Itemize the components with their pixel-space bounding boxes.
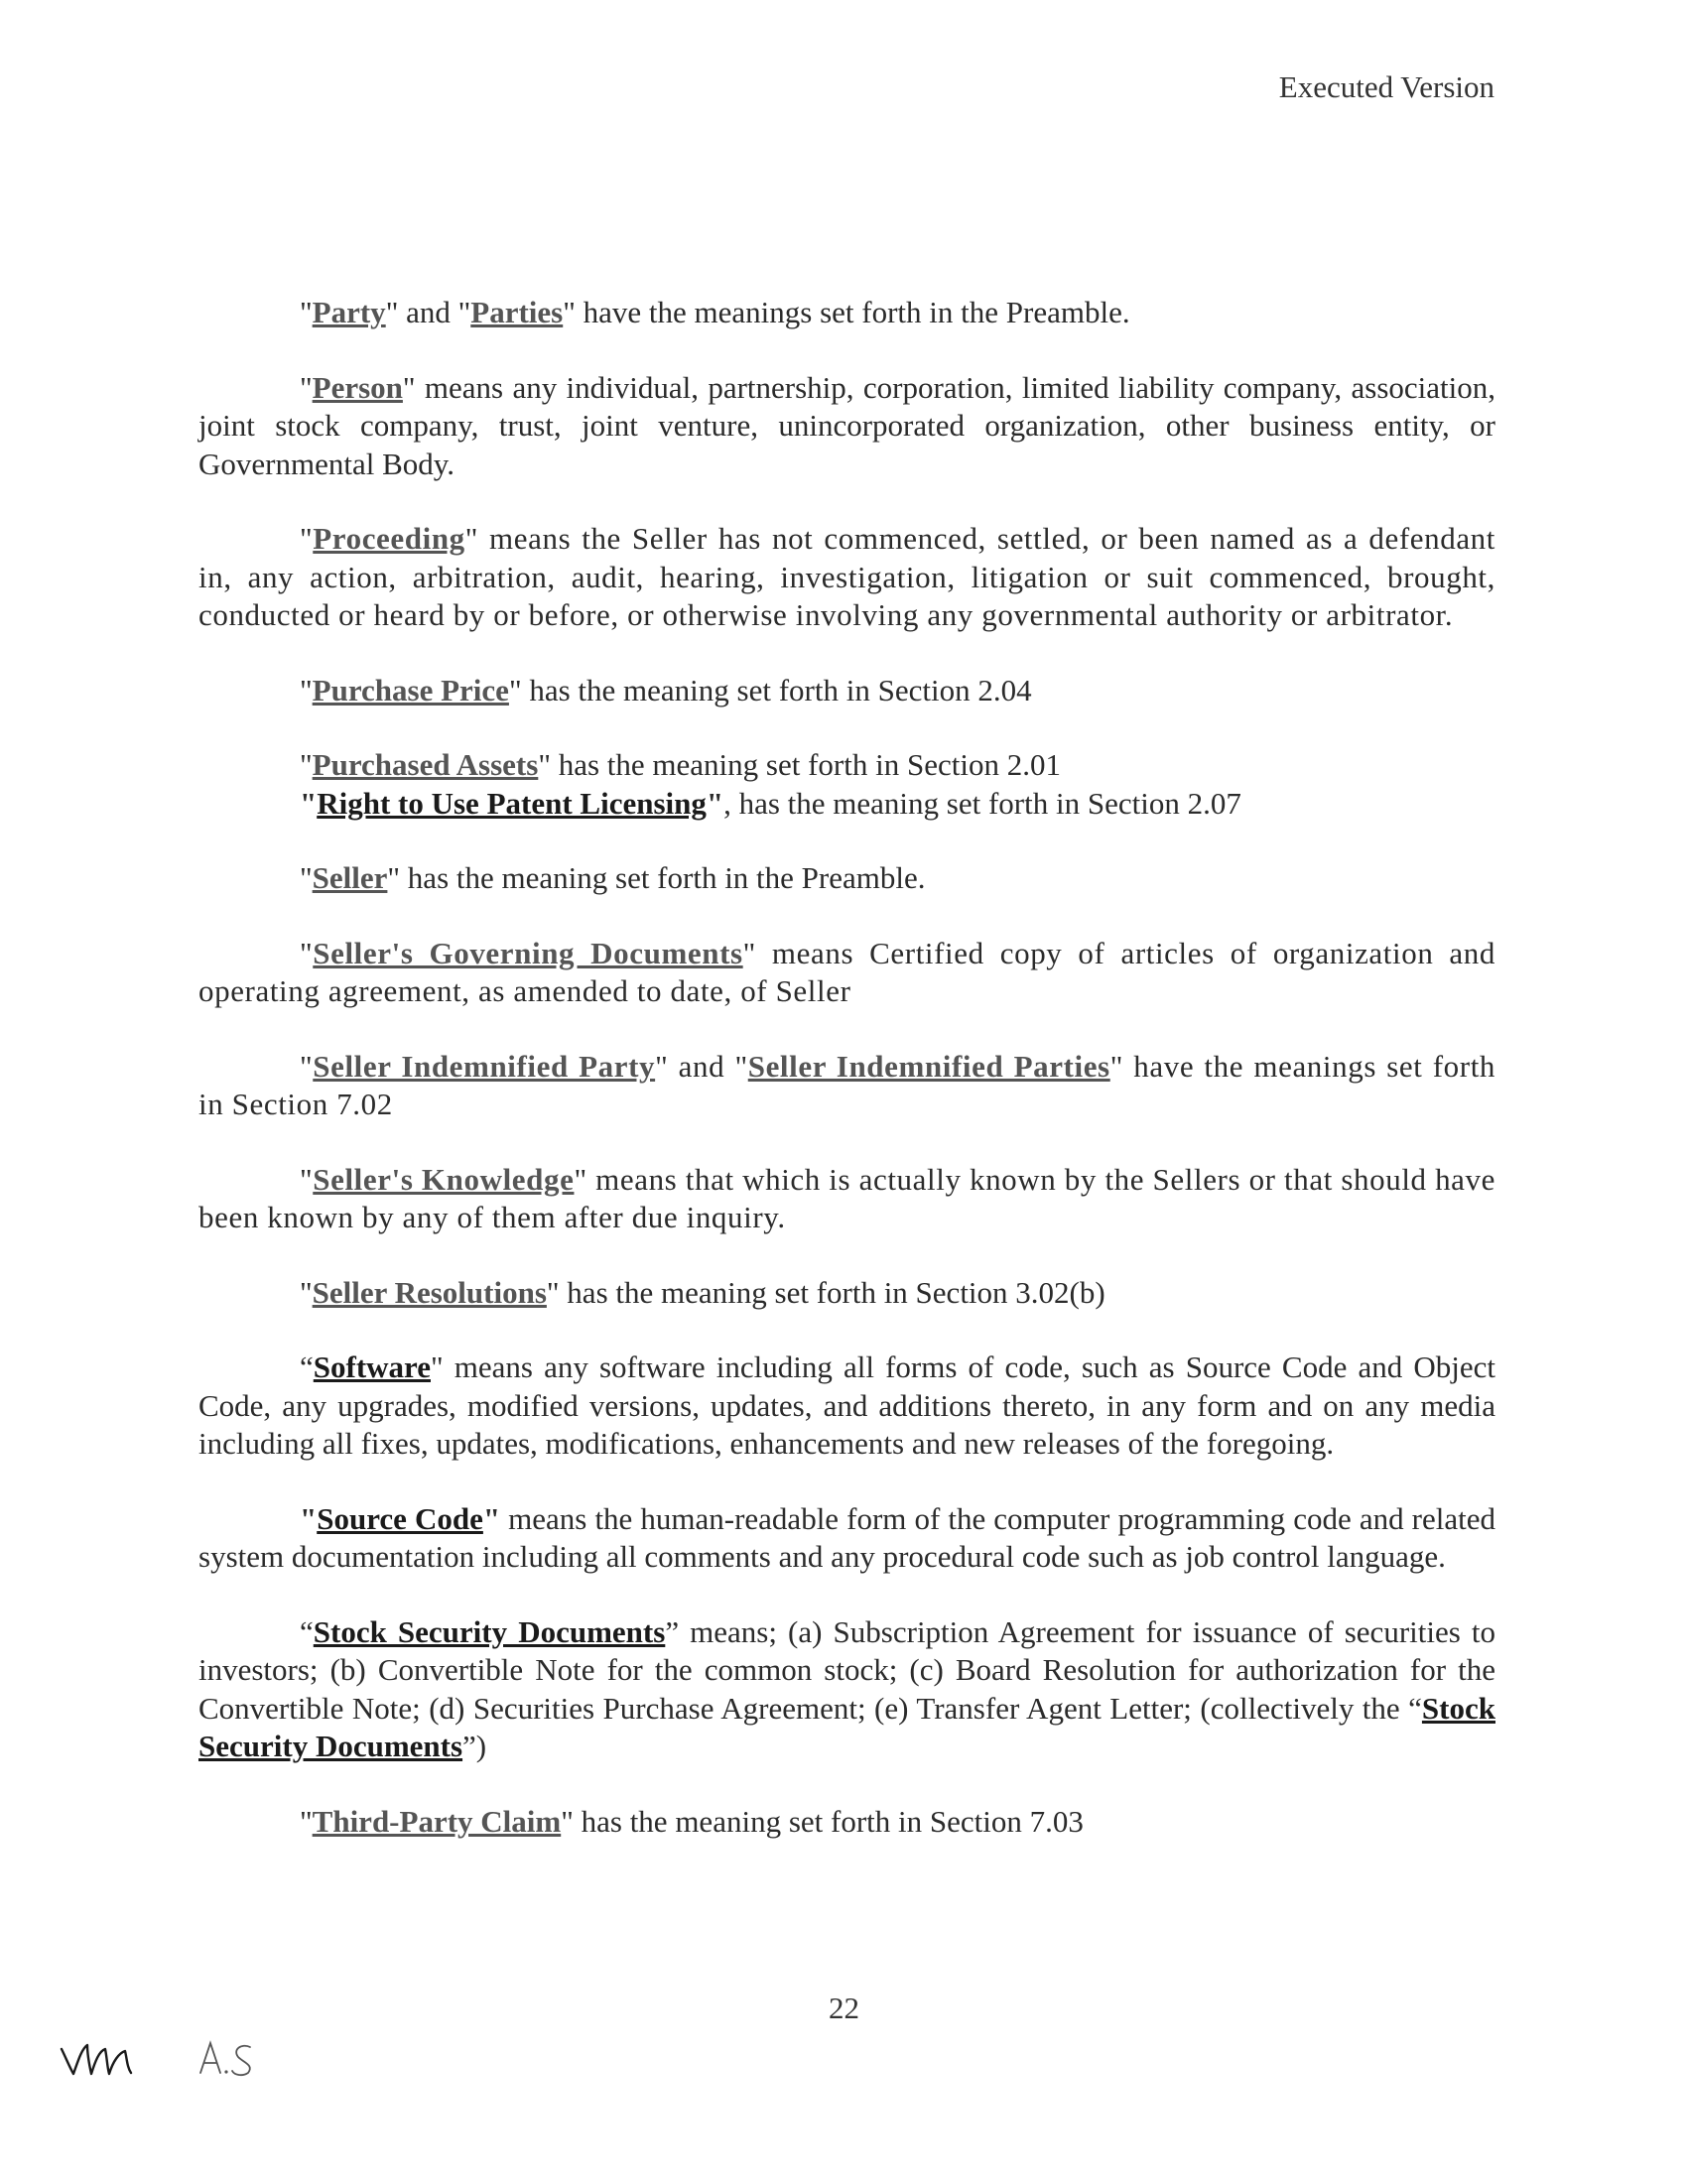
document-version-header: Executed Version [1278,69,1494,104]
definition-text: “ [300,1613,314,1649]
definitions-list [198,294,1495,1877]
defined-term: Parties [470,295,564,329]
defined-term: Software [313,1349,431,1384]
definition-text: " and " [655,1048,748,1084]
definition-text: " [706,785,724,821]
definition-text: , has the meaning set forth in Section 2.07 [723,785,1241,821]
definition-paragraph [198,369,1495,484]
definition-paragraph [198,1500,1495,1577]
definition-paragraph [198,1803,1495,1842]
defined-term: Party [312,295,386,329]
defined-term: Person [312,369,403,405]
defined-term: Seller Indemnified Party [313,1048,656,1084]
definition-text: " means any individual, partnership, corporation, limited liability company, association, joint stock company, trust, joint venture, unincorporated organization, other business entity, or Governmental Body. [198,369,1495,481]
handwritten-initials [52,2019,290,2094]
definition-text: " have the meanings set forth in the Preamble. [563,295,1130,329]
defined-term: Proceeding [313,521,465,556]
definition-text: " has the meaning set forth in Section 7.03 [561,1803,1084,1839]
definition-paragraph [198,785,1495,824]
definition-text: " [300,1161,314,1197]
definition-paragraph [198,672,1495,710]
defined-term: Purchase Price [312,672,509,707]
definition-text: " has the meaning set forth in the Preamble. [387,860,926,895]
defined-term: Seller Resolutions [312,1274,547,1310]
definition-text: " and " [385,295,471,329]
definition-text: " [482,1500,501,1536]
defined-term: Seller [312,860,388,895]
definition-text: " [300,521,314,556]
definition-text: means the human-readable form of the computer programming code and related system documentation including all comments and any procedural code such as job control language. [198,1500,1496,1574]
definition-paragraph [198,1613,1495,1766]
definition-text: " [300,1048,314,1084]
defined-term: Seller Indemnified Parties [747,1048,1110,1084]
definition-paragraph [198,1161,1495,1237]
definition-text: " means any software including all forms of code, such as Source Code and Object Code, any upgrades, modified versions, updates, and additions thereto, in any form and on any media including all fixes, updates, modifications, enhancements and new releases of the foregoing. [198,1349,1495,1461]
definition-paragraph [198,859,1495,898]
defined-term: Stock Security Documents [313,1613,666,1649]
definition-paragraph [198,1349,1495,1464]
defined-term: Source Code [317,1500,483,1536]
defined-term: Seller's Governing Documents [313,935,743,970]
definition-text: " has the meaning set forth in Section 3.02(b) [546,1274,1105,1310]
definition-text: " [300,935,314,970]
definition-text: ”) [462,1729,487,1763]
definition-text: " [300,1803,313,1839]
defined-term: Purchased Assets [312,747,539,782]
definition-paragraph [198,294,1495,332]
defined-term: Right to Use Patent Licensing [317,785,707,821]
page-number: 22 [829,1991,859,2025]
definition-text: " [300,672,313,707]
definition-text: " have the meanings set forth in Section 7.02 [198,1048,1496,1121]
defined-term: Seller's Knowledge [313,1161,575,1197]
definition-paragraph [198,935,1495,1011]
definition-text: " [300,1274,313,1310]
definition-text: " [300,369,313,405]
definition-text: " means that which is actually known by the Sellers or that should have been known by any of them after due inquiry. [198,1161,1495,1234]
definition-text: ” means; (a) Subscription Agreement for issuance of securities to investors; (b) Convertible Note for the common stock; (c) Board Resolution for authorization for the Convertible Note; (d) Securities Purchase Agreement; (e) Transfer Agent Letter; (collectively the “ [198,1613,1496,1726]
definition-text: “ [300,1349,314,1384]
definition-text: " [300,860,313,895]
definition-text: " means the Seller has not commenced, settled, or been named as a defendant in, any action, arbitration, audit, hearing, investigation, litigation or suit commenced, brought, conducted or heard by or before, or otherwise involving any governmental authority or arbitrator. [198,521,1495,632]
definition-paragraph [198,1274,1495,1313]
initials-signature-icon [52,2019,290,2089]
definition-paragraph [198,520,1495,635]
defined-term: Stock Security Documents [198,1690,1495,1763]
definition-text: " means Certified copy of articles of organization and operating agreement, as amended to date, of Seller [198,935,1495,1008]
definition-text: " [300,747,313,782]
definition-text: " [300,295,313,329]
definition-text: " [300,785,318,821]
definition-paragraph [198,746,1495,785]
definition-text: " has the meaning set forth in Section 2.04 [508,672,1032,707]
definition-text: " [300,1500,318,1536]
definition-paragraph [198,1048,1495,1124]
definition-text: " has the meaning set forth in Section 2.01 [538,747,1061,782]
defined-term: Third-Party Claim [312,1803,562,1839]
